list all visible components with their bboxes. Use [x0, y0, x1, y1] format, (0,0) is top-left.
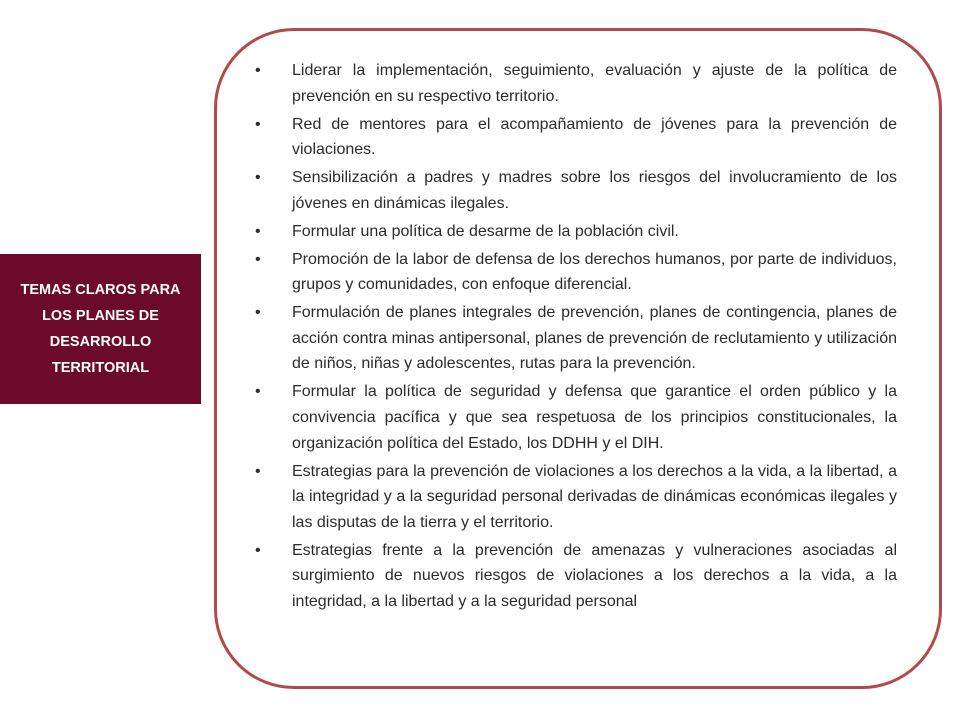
- list-item-text: Formular la política de seguridad y defensa que garantice el orden público y la convivencia pacífica y que sea respetuosa de los principios constitucionales, la organización política del Estado, los DDHH y el DIH.: [292, 383, 897, 452]
- list-item: [255, 300, 897, 377]
- bullet-icon: •: [255, 169, 261, 187]
- list-item: [255, 112, 897, 163]
- list-item-text: Estrategias para la prevención de violaciones a los derechos a la vida, a la libertad, a la integridad y a la seguridad personal derivadas de dinámicas económicas ilegales y las disputas de la tierra y el territorio.: [292, 462, 897, 531]
- bullet-icon: •: [255, 62, 261, 79]
- list-item-text: Estrategias frente a la prevención de amenazas y vulneraciones asociadas al surgimiento de nuevos riesgos de violaciones a los derechos a la vida, a la integridad, a la libertad y a la seguridad personal: [292, 541, 897, 610]
- list-item: [255, 165, 897, 216]
- bullet-icon: •: [255, 304, 261, 322]
- bullet-icon: •: [255, 222, 261, 240]
- bullet-icon: •: [255, 250, 261, 268]
- side-title-box: [0, 254, 201, 404]
- bullet-icon: •: [255, 115, 261, 133]
- list-item: [255, 379, 897, 456]
- list-item-text: Red de mentores para el acompañamiento de jóvenes para la prevención de violaciones.: [292, 115, 897, 159]
- list-item-text: Formulación de planes integrales de prevención, planes de contingencia, planes de acción contra minas antipersonal, planes de prevención de reclutamiento y utilización de niños, niñas y adolescentes, rutas para la prevención.: [292, 304, 897, 373]
- list-item-text: Promoción de la labor de defensa de los derechos humanos, por parte de individuos, grupos y comunidades, con enfoque diferencial.: [292, 250, 897, 294]
- bullet-icon: •: [255, 541, 261, 559]
- list-item: [255, 58, 897, 109]
- bullet-list: [255, 58, 897, 617]
- list-item-text: Formular una política de desarme de la población civil.: [292, 222, 679, 240]
- bullet-icon: •: [255, 462, 261, 480]
- list-item: [255, 247, 897, 298]
- list-item: [255, 538, 897, 615]
- list-item: [255, 459, 897, 536]
- list-item-text: Sensibilización a padres y madres sobre los riesgos del involucramiento de los jóvenes en dinámicas ilegales.: [292, 169, 897, 212]
- bullet-icon: •: [255, 383, 261, 401]
- side-title: TEMAS CLAROS PARA LOS PLANES DE DESARROLLO TERRITORIAL: [20, 282, 181, 376]
- list-item: [255, 219, 897, 245]
- list-item-text: Liderar la implementación, seguimiento, evaluación y ajuste de la política de prevención en su respectivo territorio.: [292, 62, 897, 105]
